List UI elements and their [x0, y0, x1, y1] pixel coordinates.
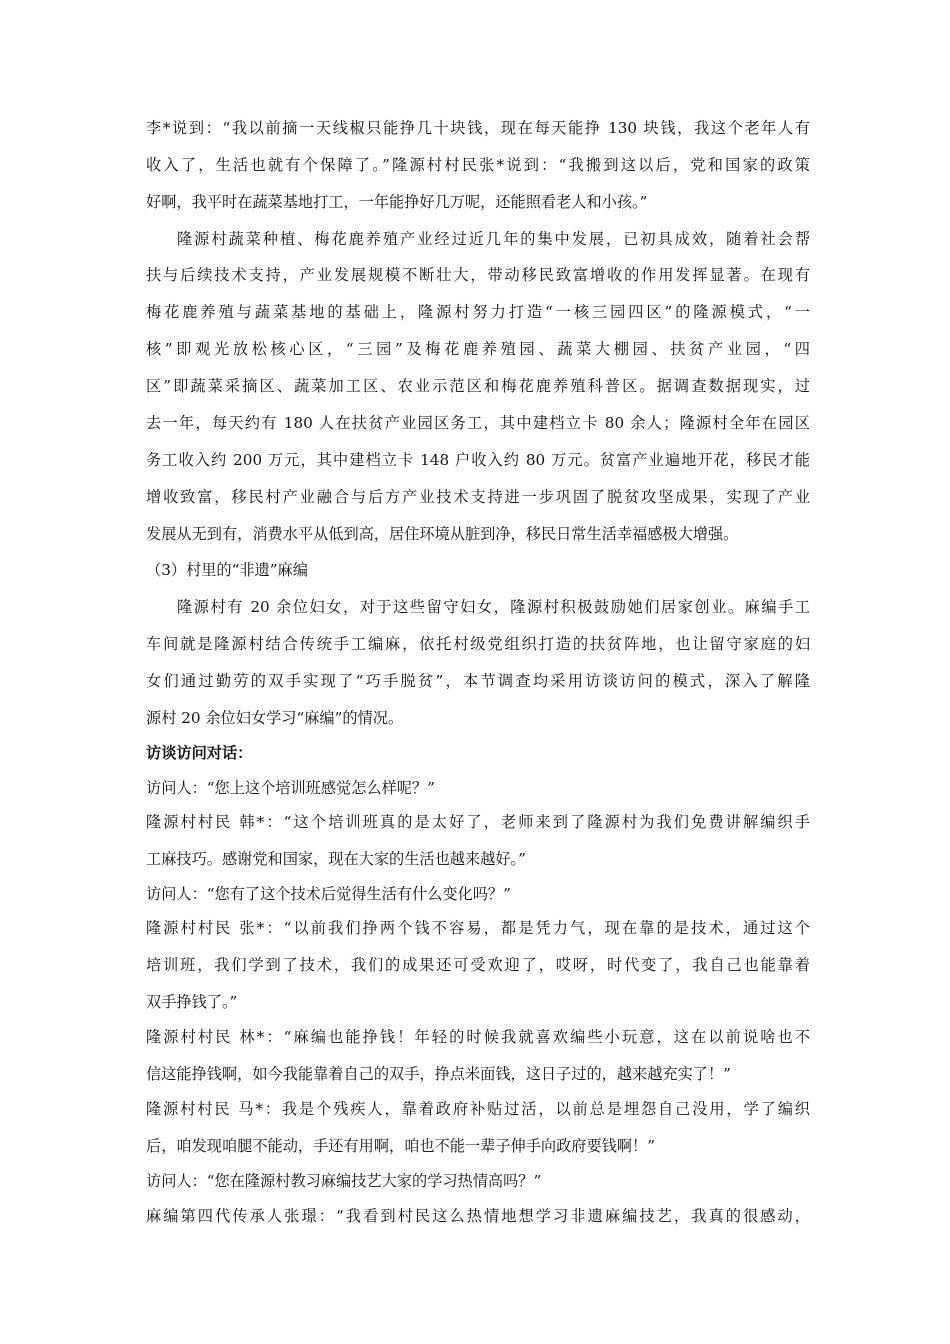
text-line: 收入了，生活也就有个保障了。”隆源村村民张*说到：“我搬到这以后，党和国家的政策: [146, 156, 810, 174]
villager-answer: 隆源村村民 张*：“以前我们挣两个钱不容易，都是凭力气，现在靠的是技术，通过这个: [146, 919, 810, 937]
text-line: 好啊，我平时在蔬菜基地打工，一年能挣好几万呢，还能照看老人和小孩。”: [146, 193, 648, 211]
text-line: 梅花鹿养殖与蔬菜基地的基础上，隆源村努力打造“一核三园四区”的隆源模式，“一: [146, 303, 810, 321]
villager-answer: 后，咱发现咱腿不能动，手还有用啊，咱也不能一辈子伸手向政府要钱啊！”: [146, 1137, 655, 1155]
text-line: 去一年，每天约有 180 人在扶贫产业园区务工，其中建档立卡 80 余人；隆源村全年在园区: [146, 414, 810, 432]
villager-answer: 培训班，我们学到了技术，我们的成果还可受欢迎了，哎呀，时代变了，我自己也能靠着: [146, 956, 810, 974]
text-line: 区”即蔬菜采摘区、蔬菜加工区、农业示范区和梅花鹿养殖科普区。据调查数据现实，过: [146, 377, 810, 395]
text-line: 李*说到：“我以前摘一天线椒只能挣几十块钱，现在每天能挣 130 块钱，我这个老年人有: [146, 119, 810, 137]
interview-heading: 访谈访问对话：: [146, 744, 253, 762]
inheritor-answer: 麻编第四代传承人张璟：“我看到村民这么热情地想学习非遗麻编技艺，我真的很感动，: [146, 1207, 810, 1225]
villager-answer: 信这能挣钱啊，如今我能靠着自己的双手，挣点米面钱，这日子过的，越来越充实了！”: [146, 1065, 731, 1083]
text-line: 核”即观光放松核心区，“三园”及梅花鹿养殖园、蔬菜大棚园、扶贫产业园，“四: [146, 340, 810, 358]
interviewer-question: 访问人：“您上这个培训班感觉怎么样呢？”: [146, 779, 435, 797]
text-line: 车间就是隆源村结合传统手工编麻，依托村级党组织打造的扶贫阵地，也让留守家庭的妇: [146, 635, 810, 653]
villager-answer: 隆源村村民 林*：“麻编也能挣钱！年轻的时候我就喜欢编些小玩意，这在以前说啥也不: [146, 1028, 810, 1046]
text-line: 隆源村蔬菜种植、梅花鹿养殖产业经过近几年的集中发展，已初具成效，随着社会帮: [177, 230, 810, 248]
villager-answer: 隆源村村民 马*：我是个残疾人，靠着政府补贴过活，以前总是埋怨自己没用，学了编织: [146, 1100, 810, 1118]
text-line: 发展从无到有，消费水平从低到高，居住环境从脏到净，移民日常生活幸福感极大增强。: [146, 525, 739, 543]
text-line: 源村 20 余位妇女学习“麻编”的情况。: [146, 709, 404, 727]
text-line: 女们通过勤劳的双手实现了“巧手脱贫”，本节调查均采用访谈访问的模式，深入了解隆: [146, 672, 810, 690]
text-line: 隆源村有 20 余位妇女，对于这些留守妇女，隆源村积极鼓励她们居家创业。麻编手工: [177, 598, 810, 616]
villager-answer: 工麻技巧。感谢党和国家，现在大家的生活也越来越好。”: [146, 850, 526, 868]
villager-answer: 双手挣钱了。”: [146, 993, 238, 1011]
interviewer-question: 访问人：“您在隆源村教习麻编技艺大家的学习热情高吗？”: [146, 1172, 542, 1190]
section-heading: （3）村里的“非遗”麻编: [146, 561, 308, 579]
text-line: 务工收入约 200 万元，其中建档立卡 148 户收入约 80 万元。贫富产业遍地开花，移民才能: [146, 451, 810, 469]
interviewer-question: 访问人：“您有了这个技术后觉得生活有什么变化吗？”: [146, 885, 511, 903]
text-line: 增收致富，移民村产业融合与后方产业技术支持进一步巩固了脱贫攻坚成果，实现了产业: [146, 488, 810, 506]
villager-answer: 隆源村村民 韩*：“这个培训班真的是太好了，老师来到了隆源村为我们免费讲解编织手: [146, 813, 810, 831]
text-line: 扶与后续技术支持，产业发展规模不断壮大，带动移民致富增收的作用发挥显著。在现有: [146, 266, 810, 284]
